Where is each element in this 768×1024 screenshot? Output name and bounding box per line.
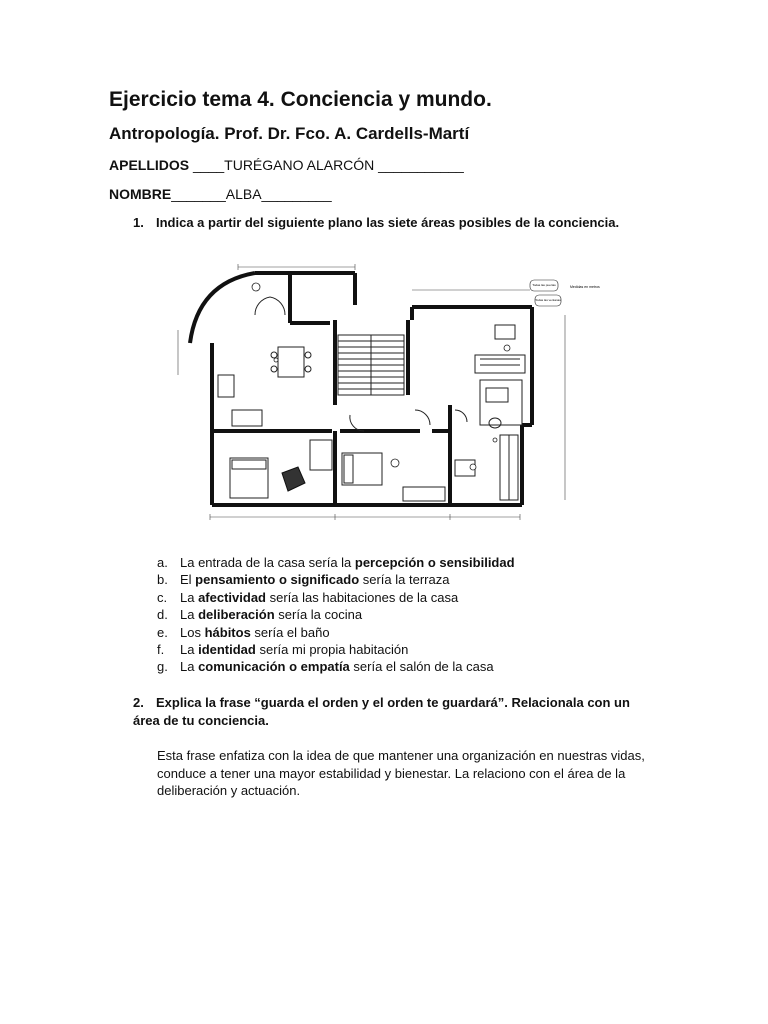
name-field (109, 186, 332, 202)
surname-label: APELLIDOS (109, 157, 190, 173)
question-2-text: Explica la frase “guarda el orden y el orden te guardará”. Relacionala con un área de tu conciencia. (133, 695, 630, 728)
answer-item: a. La entrada de la casa sería la percepción o sensibilidad (157, 555, 515, 570)
surname-field (109, 157, 464, 173)
question-1 (133, 214, 619, 232)
floor-plan (150, 255, 600, 530)
page-title: Ejercicio tema 4. Conciencia y mundo. (109, 88, 492, 111)
name-value: _______ALBA_________ (171, 186, 332, 202)
question-1-text: Indica a partir del siguiente plano las siete áreas posibles de la conciencia. (156, 215, 620, 230)
annotation-note-bottom: Todas las ventanas (535, 298, 561, 302)
answer-item: e. Los hábitos sería el baño (157, 624, 330, 640)
surname-value: ____TURÉGANO ALARCÓN ___________ (189, 157, 464, 173)
question-2-number: 2. (133, 695, 144, 710)
answer-list (157, 554, 515, 676)
question-2 (133, 694, 653, 730)
course-subtitle: Antropología. Prof. Dr. Fco. A. Cardells-Martí (109, 124, 470, 143)
annotation-note-top: Todas las puertas (532, 283, 556, 287)
name-label: NOMBRE (109, 186, 172, 202)
answer-item: c. La afectividad sería las habitaciones de la casa (157, 589, 459, 605)
answer-item: g. La comunicación o empatía sería el salón de la casa (157, 659, 494, 675)
plan-legend: Medidas en metros (570, 285, 600, 289)
answer-item: b. El pensamiento o significado sería la terraza (157, 572, 450, 588)
answer-2-text: Esta frase enfatiza con la idea de que mantener una organización en nuestras vidas, conduce a tener una mayor estabilidad y bienestar. La relaciono con el área de la deliberación y actuación. (157, 748, 645, 798)
question-1-number: 1. (133, 215, 144, 230)
answer-item: d. La deliberación sería la cocina (157, 607, 363, 623)
answer-item: f. La identidad sería mi propia habitación (157, 641, 409, 657)
